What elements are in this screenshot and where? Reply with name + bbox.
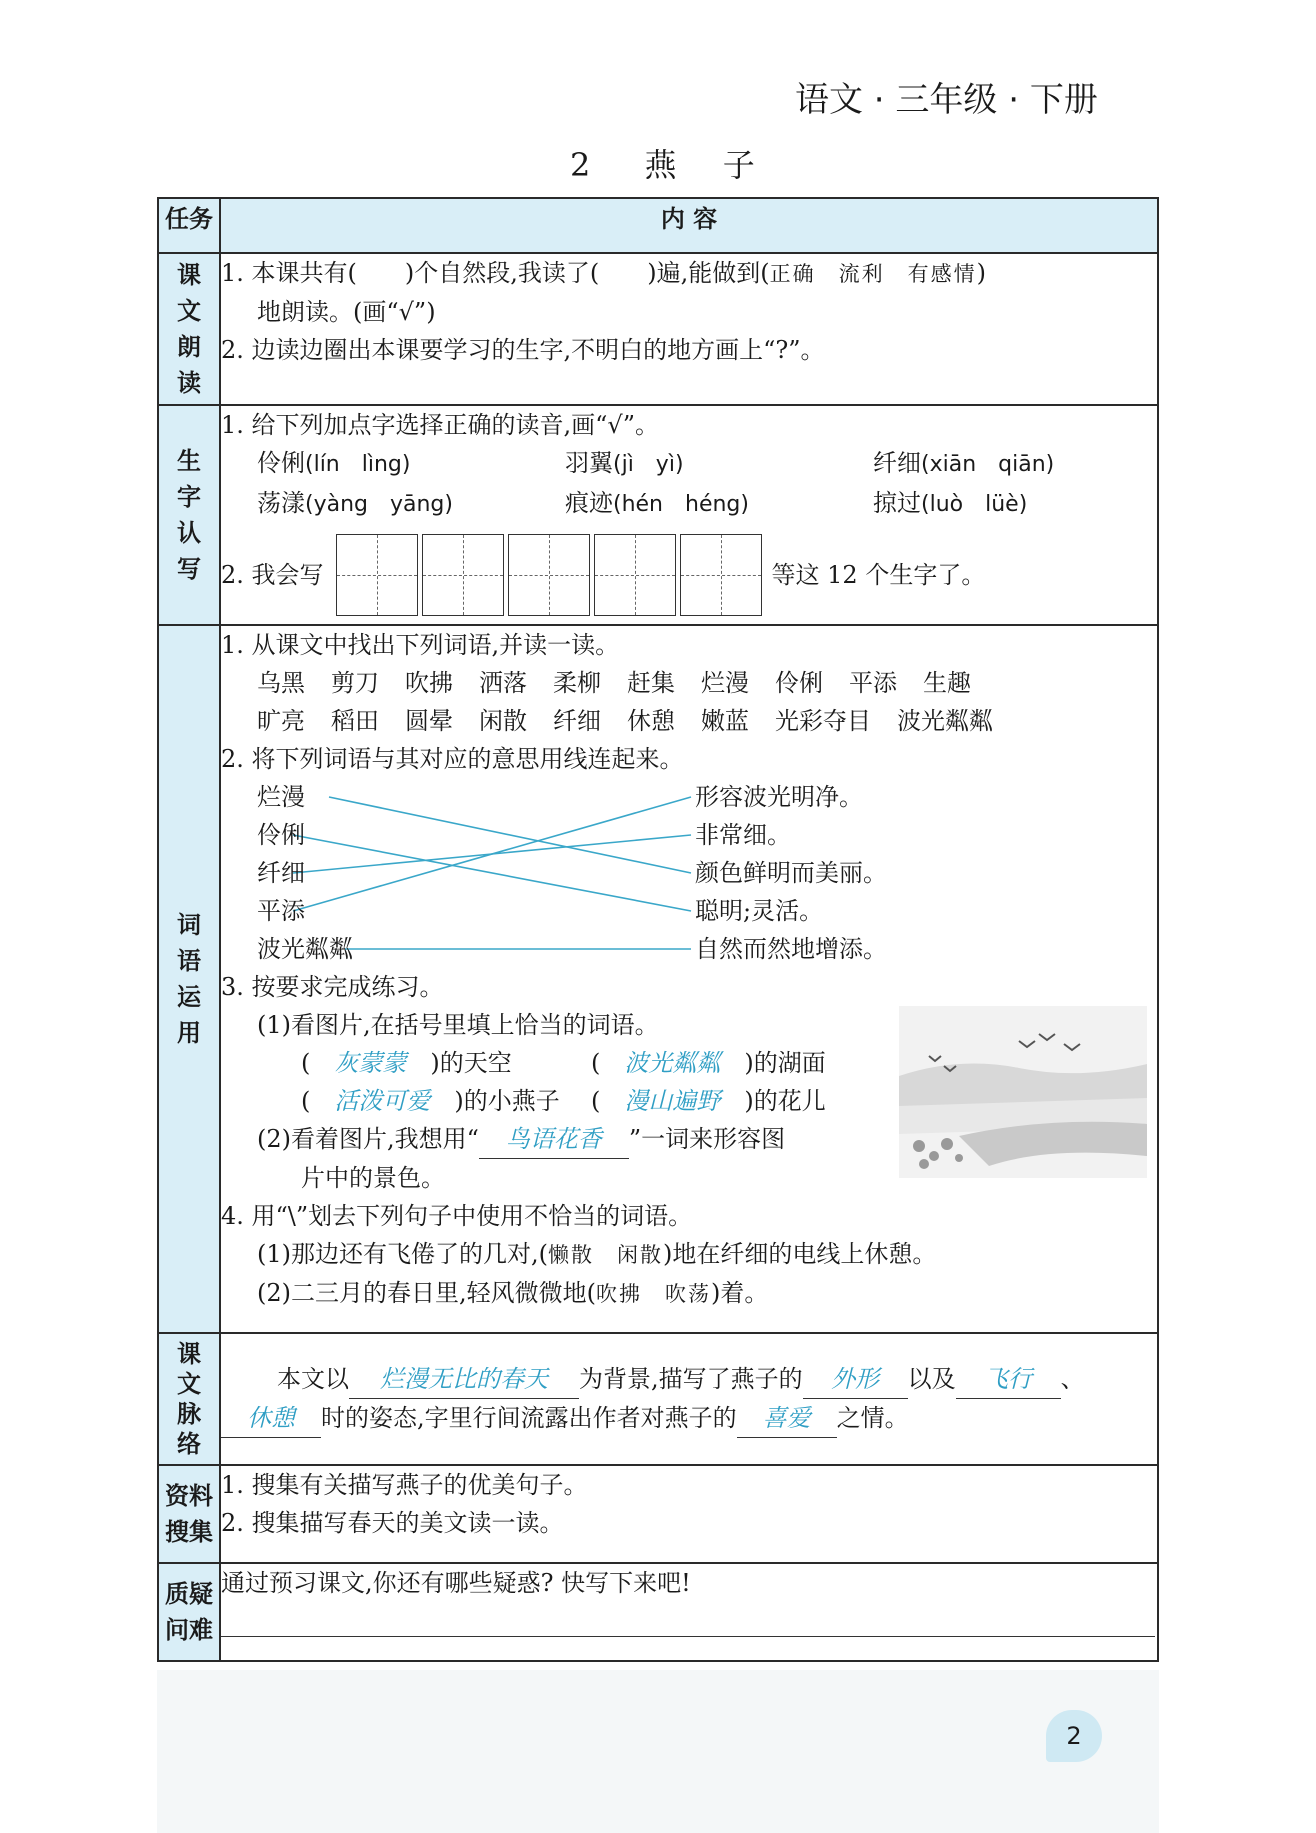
research-label: 资料 搜集 — [158, 1465, 220, 1563]
pinyin-item[interactable]: 伶俐(lín lìng) — [257, 449, 411, 477]
fill-answer[interactable]: 灰蒙蒙 — [334, 1049, 407, 1077]
outline-answer[interactable]: 外形 — [803, 1360, 908, 1399]
spring-scene-illustration — [899, 1006, 1147, 1178]
match-left-item[interactable]: 纤细 — [257, 859, 305, 887]
writing-grid-box[interactable] — [422, 534, 504, 616]
book-subject-header: 语文 · 三年级 · 下册 — [795, 80, 1098, 120]
writing-grid-box[interactable] — [336, 534, 418, 616]
outline-answer[interactable]: 休憩 — [221, 1399, 321, 1438]
word-list-row-1: 乌黑 剪刀 吹拂 洒落 柔柳 赶集 烂漫 伶俐 平添 生趣 — [257, 669, 971, 697]
pinyin-item[interactable]: 痕迹(hén héng) — [565, 489, 749, 517]
match-right-item[interactable]: 自然而然地增添。 — [695, 935, 887, 963]
chars-content: 1. 给下列加点字选择正确的读音,画“√”。 伶俐(lín lìng) 羽翼(jì yì) 纤细(xiān qiān) 荡漾(yàng yāng) 痕迹(hén héng) 掠过(luò lüè) 2. 我会写 等这 12 个生字了。 — [220, 405, 1158, 625]
outline-answer[interactable]: 烂漫无比的春天 — [349, 1360, 579, 1399]
outline-content: 本文以 烂漫无比的春天 为背景,描写了燕子的 外形 以及 飞行 、 休憩 时的姿态,字里行间流露出作者对燕子的 喜爱 之情。 — [220, 1333, 1158, 1465]
scene-word-answer[interactable]: 鸟语花香 — [479, 1120, 629, 1159]
preview-task-table — [157, 197, 1159, 1662]
fill-answer[interactable]: 漫山遍野 — [624, 1087, 721, 1115]
page-footer-band — [157, 1670, 1159, 1833]
words-content: 1. 从课文中找出下列词语,并读一读。 乌黑 剪刀 吹拂 洒落 柔柳 赶集 烂漫 伶俐 平添 生趣 旷亮 稻田 圆晕 闲散 纤细 休憩 嫩蓝 光彩夺目 波光粼粼 2. 将下列词语与其对应的意思用线连起来。 烂漫 伶俐 纤细 平添 波光粼粼 形容波光明净。 非常细。 颜色鲜明而美丽。 聪明;灵活。 自然而然地增添。 3. 按要求完成练习。 (1)看图片,在括号里填上恰当的词语。 ( 灰蒙蒙 )的天空 ( 波光粼粼 )的湖面 ( 活泼可爱 )的小燕子 ( 漫山遍野 )的花儿 (2)看着图片,我想用“ 鸟语花香 ”一词来形容图 片中的景色。 4. 用“\”划去下列句子中使用不恰当的词语。 (1)那边还有飞倦了的几对,(懒散 闲散)地在纤细的电线上休憩。 (2)二三月的春日里,轻风微微地(吹拂 吹荡)着。 — [220, 625, 1158, 1333]
word-choice-options[interactable]: 吹拂 吹荡 — [596, 1282, 711, 1306]
writing-grid-box[interactable] — [680, 534, 762, 616]
match-left-item[interactable]: 波光粼粼 — [257, 935, 353, 963]
word-list-row-2: 旷亮 稻田 圆晕 闲散 纤细 休憩 嫩蓝 光彩夺目 波光粼粼 — [257, 707, 993, 735]
match-right-item[interactable]: 形容波光明净。 — [695, 783, 863, 811]
reading-content: 1. 本课共有( )个自然段,我读了( )遍,能做到(正确 流利 有感情) 地朗读。(画“√”) 2. 边读边圈出本课要学习的生字,不明白的地方画上“?”。 — [220, 253, 1158, 405]
writing-grid-box[interactable] — [508, 534, 590, 616]
match-right-item[interactable]: 颜色鲜明而美丽。 — [695, 859, 887, 887]
question-answer-line[interactable] — [221, 1602, 1155, 1637]
pinyin-item[interactable]: 掠过(luò lüè) — [873, 489, 1028, 517]
reading-quality-options[interactable]: 正确 流利 有感情 — [769, 262, 977, 286]
match-left-item[interactable]: 平添 — [257, 897, 305, 925]
fill-answer[interactable]: 活泼可爱 — [334, 1087, 431, 1115]
pinyin-item[interactable]: 纤细(xiān qiān) — [873, 449, 1055, 477]
outline-answer[interactable]: 喜爱 — [737, 1399, 837, 1438]
outline-label: 课 文 脉 络 — [158, 1333, 220, 1465]
words-label: 词 语 运 用 — [158, 625, 220, 1333]
lesson-name: 燕 子 — [644, 146, 773, 184]
word-choice-options[interactable]: 懒散 闲散 — [548, 1243, 663, 1267]
task-column-header: 任务 — [158, 198, 220, 253]
lesson-number: 2 — [570, 146, 609, 184]
content-column-header: 内 容 — [220, 198, 1158, 253]
pinyin-item[interactable]: 羽翼(jì yì) — [565, 449, 684, 477]
reading-instruction-2: 2. 边读边圈出本课要学习的生字,不明白的地方画上“?”。 — [221, 336, 825, 364]
reading-label: 课 文 朗 读 — [158, 253, 220, 405]
chars-label: 生 字 认 写 — [158, 405, 220, 625]
lesson-title — [570, 140, 773, 186]
questions-content: 通过预习课文,你还有哪些疑惑? 快写下来吧! — [220, 1563, 1158, 1661]
matching-lines — [221, 778, 1161, 968]
match-left-item[interactable]: 伶俐 — [257, 821, 305, 849]
match-right-item[interactable]: 非常细。 — [695, 821, 791, 849]
match-right-item[interactable]: 聪明;灵活。 — [695, 897, 824, 925]
questions-label: 质疑 问难 — [158, 1563, 220, 1661]
matching-exercise[interactable] — [221, 778, 1157, 968]
pinyin-item[interactable]: 荡漾(yàng yāng) — [257, 489, 453, 517]
research-content: 1. 搜集有关描写燕子的优美句子。 2. 搜集描写春天的美文读一读。 — [220, 1465, 1158, 1563]
writing-grid-box[interactable] — [594, 534, 676, 616]
match-left-item[interactable]: 烂漫 — [257, 783, 305, 811]
page-number: 2 — [1046, 1710, 1102, 1762]
fill-answer[interactable]: 波光粼粼 — [624, 1049, 721, 1077]
outline-answer[interactable]: 飞行 — [956, 1360, 1061, 1399]
